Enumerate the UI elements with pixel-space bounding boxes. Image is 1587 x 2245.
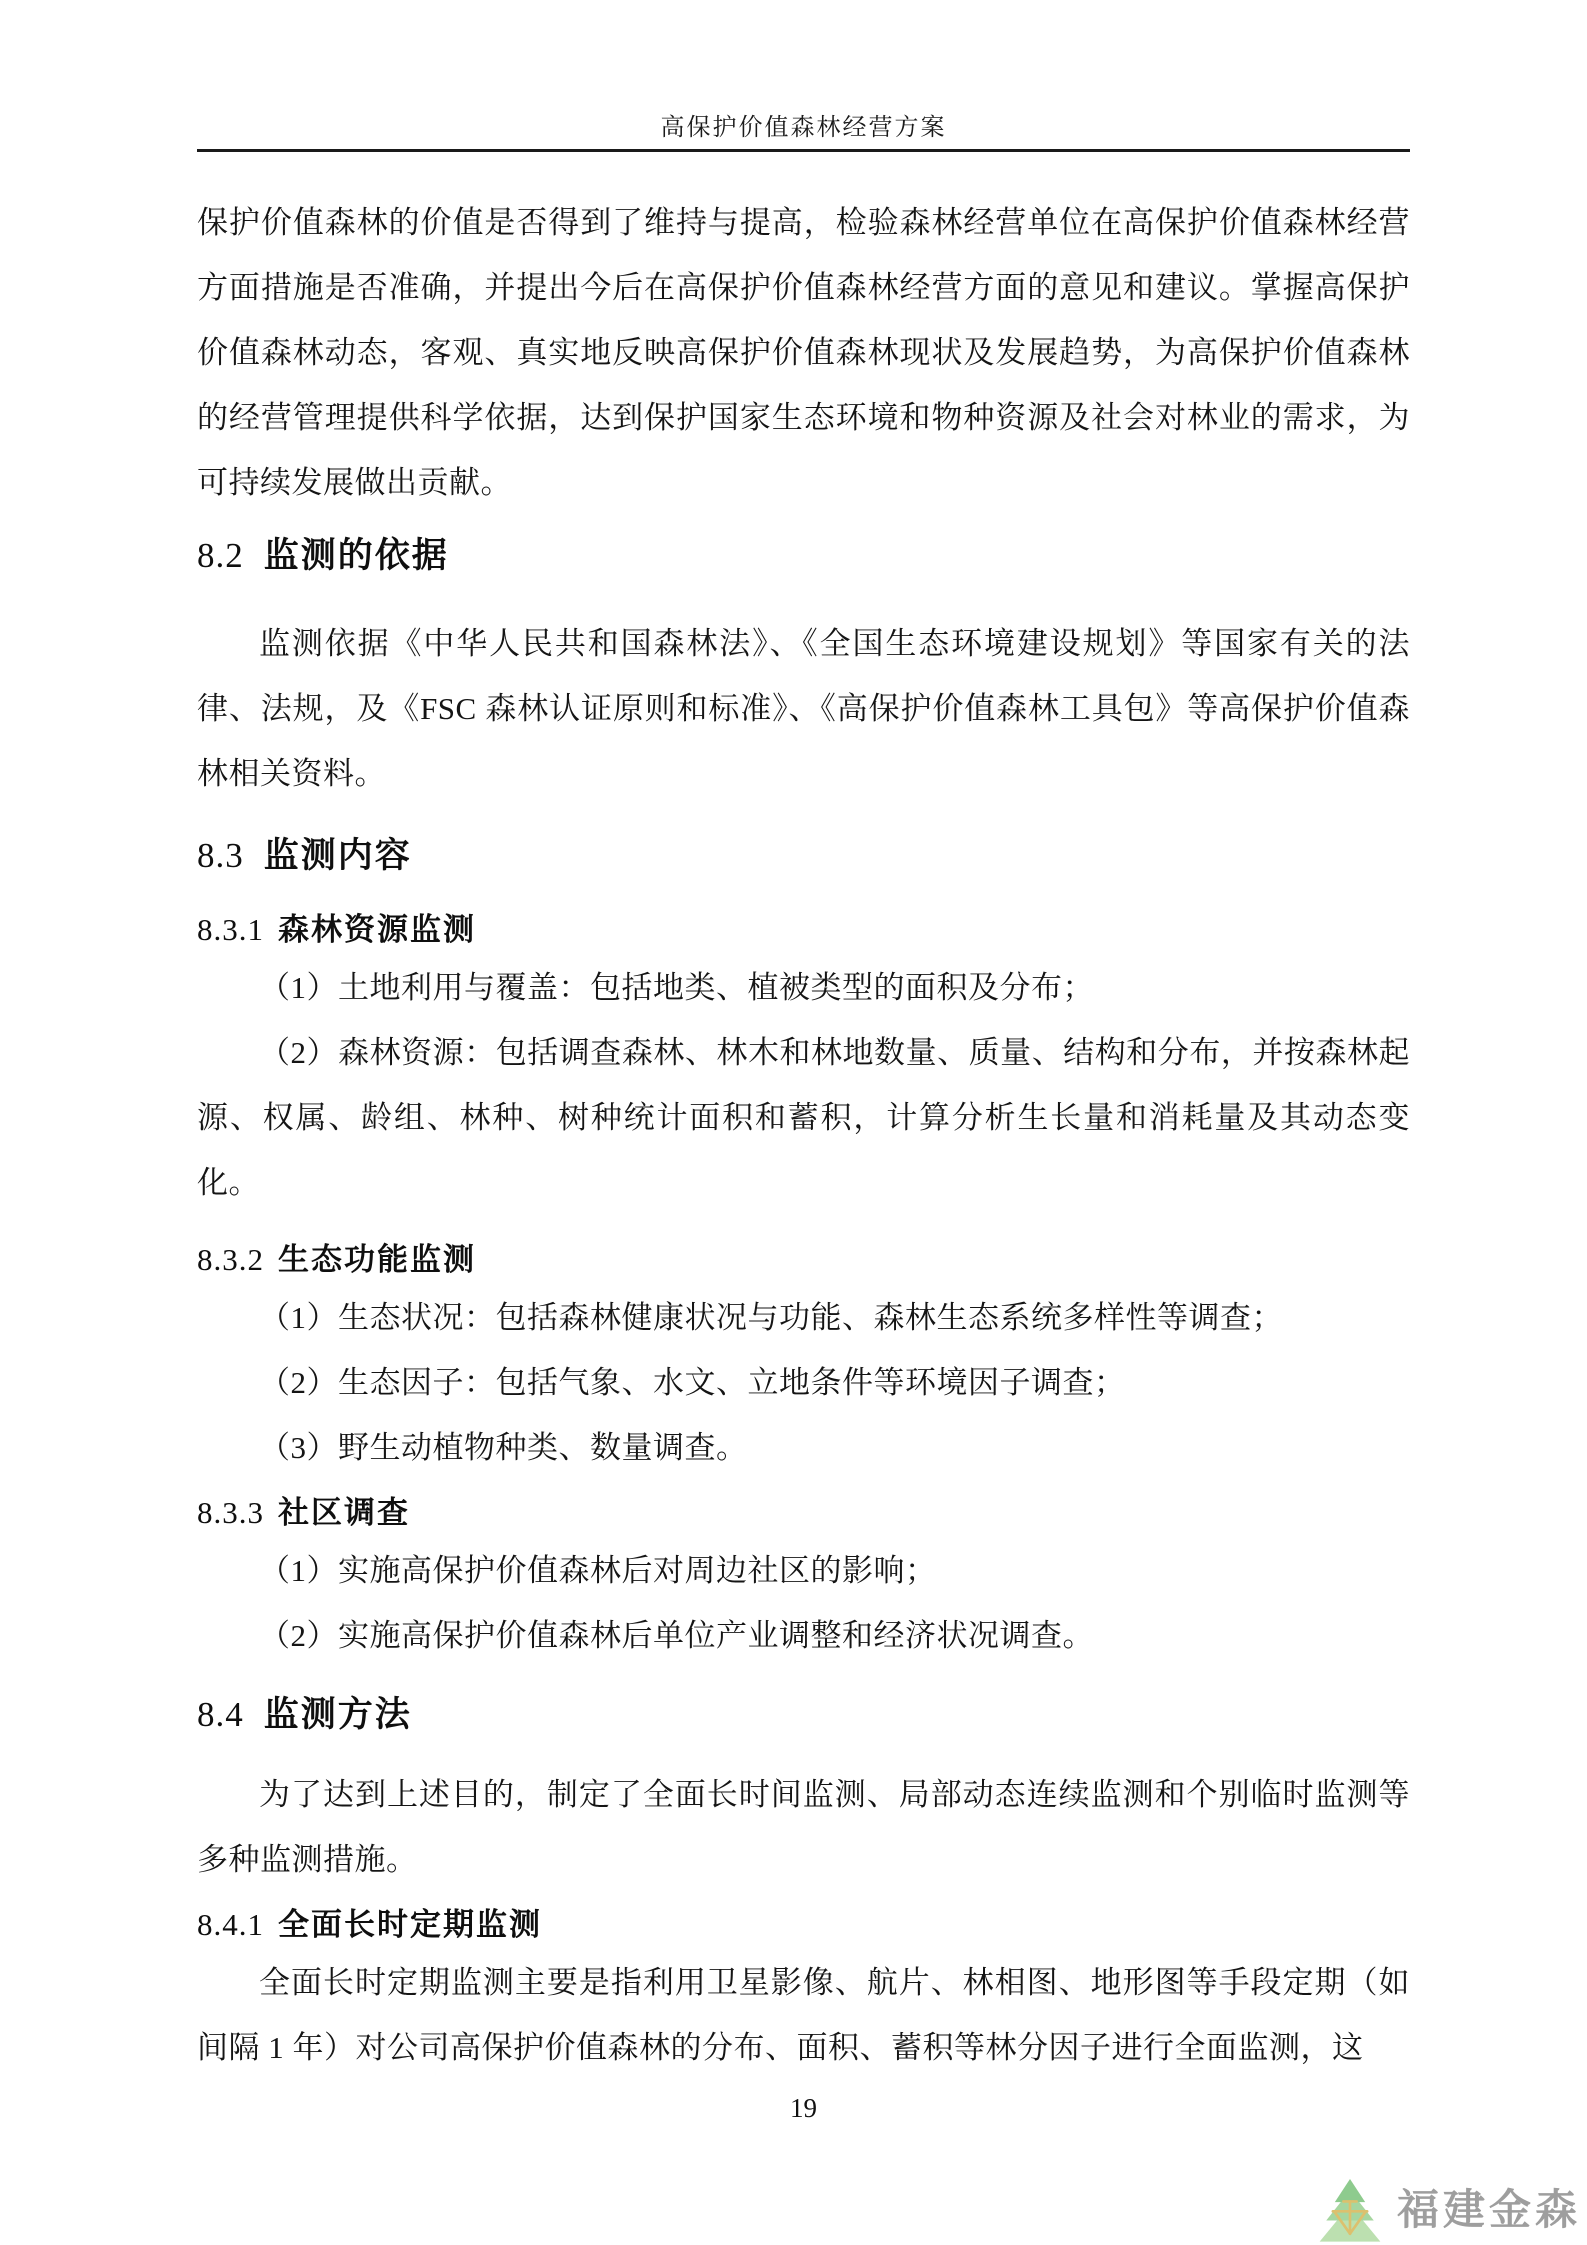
logo-text: 福建金森 [1396,2186,1581,2233]
list-item: （2）实施高保护价值森林后单位产业调整和经济状况调查。 [259,1618,1094,1653]
list-item: （1）实施高保护价值森林后对周边社区的影响； [259,1553,937,1588]
tree-top-tier [1335,2179,1365,2202]
subsection-heading-8-3-2 [197,1235,1410,1285]
section-number: 8.3 [197,836,244,875]
subsection-number: 8.3.1 [197,912,264,947]
subsection-title: 森林资源监测 [278,912,476,947]
section-heading-8-3 [197,831,1410,881]
subsection-number: 8.4.1 [197,1907,264,1942]
section-number: 8.4 [197,1695,244,1734]
subsection-heading-8-4-1 [197,1900,1410,1950]
subsection-title: 全面长时定期监测 [278,1907,542,1942]
subsection-heading-8-3-1 [197,905,1410,955]
section-8-4-1-paragraph: 全面长时定期监测主要是指利用卫星影像、航片、林相图、地形图等手段定期（如间隔 1 年）对公司高保护价值森林的分布、面积、蓄积等林分因子进行全面监测，这 [197,1965,1410,2065]
list-item: （2）生态因子：包括气象、水文、立地条件等环境因子调查； [259,1365,1126,1400]
section-number: 8.2 [197,536,244,575]
header-title: 高保护价值森林经营方案 [660,115,947,141]
list-item: （2）森林资源：包括调查森林、林木和林地数量、质量、结构和分布，并按森林起源、权属、龄组、林种、树种统计面积和蓄积，计算分析生长量和消耗量及其动态变化。 [197,1035,1410,1200]
subsection-number: 8.3.3 [197,1495,264,1530]
section-heading-8-4 [197,1690,1410,1740]
intro-paragraph: 保护价值森林的价值是否得到了维持与提高，检验森林经营单位在高保护价值森林经营方面措施是否准确，并提出今后在高保护价值森林经营方面的意见和建议。掌握高保护价值森林动态，客观、真实地反映高保护价值森林现状及发展趋势，为高保护价值森林的经营管理提供科学依据，达到保护国家生态环境和物种资源及社会对林业的需求，为可持续发展做出贡献。 [197,205,1410,500]
section-heading-8-2 [197,531,1410,581]
pine-tree-icon [1317,2177,1383,2243]
subsection-heading-8-3-3 [197,1488,1410,1538]
company-logo [1317,2177,1581,2243]
section-title: 监测内容 [263,836,412,875]
list-item: （1）生态状况：包括森林健康状况与功能、森林生态系统多样性等调查； [259,1300,1283,1335]
subsection-title: 生态功能监测 [278,1242,476,1277]
section-8-2-paragraph: 监测依据《中华人民共和国森林法》、《全国生态环境建设规划》等国家有关的法律、法规，及《FSC 森林认证原则和标准》、《高保护价值森林工具包》等高保护价值森林相关资料。 [197,626,1410,791]
page-content [197,0,1410,2128]
section-title: 监测的依据 [263,536,449,575]
page-number: 19 [790,2093,817,2123]
list-item: （1）土地利用与覆盖：包括地类、植被类型的面积及分布； [259,970,1094,1005]
page-header [197,0,1410,152]
list-item: （3）野生动植物种类、数量调查。 [259,1430,748,1465]
section-8-4-paragraph: 为了达到上述目的，制定了全面长时间监测、局部动态连续监测和个别临时监测等多种监测措施。 [197,1777,1410,1877]
subsection-number: 8.3.2 [197,1242,264,1277]
section-title: 监测方法 [263,1695,412,1734]
subsection-title: 社区调查 [278,1495,410,1530]
